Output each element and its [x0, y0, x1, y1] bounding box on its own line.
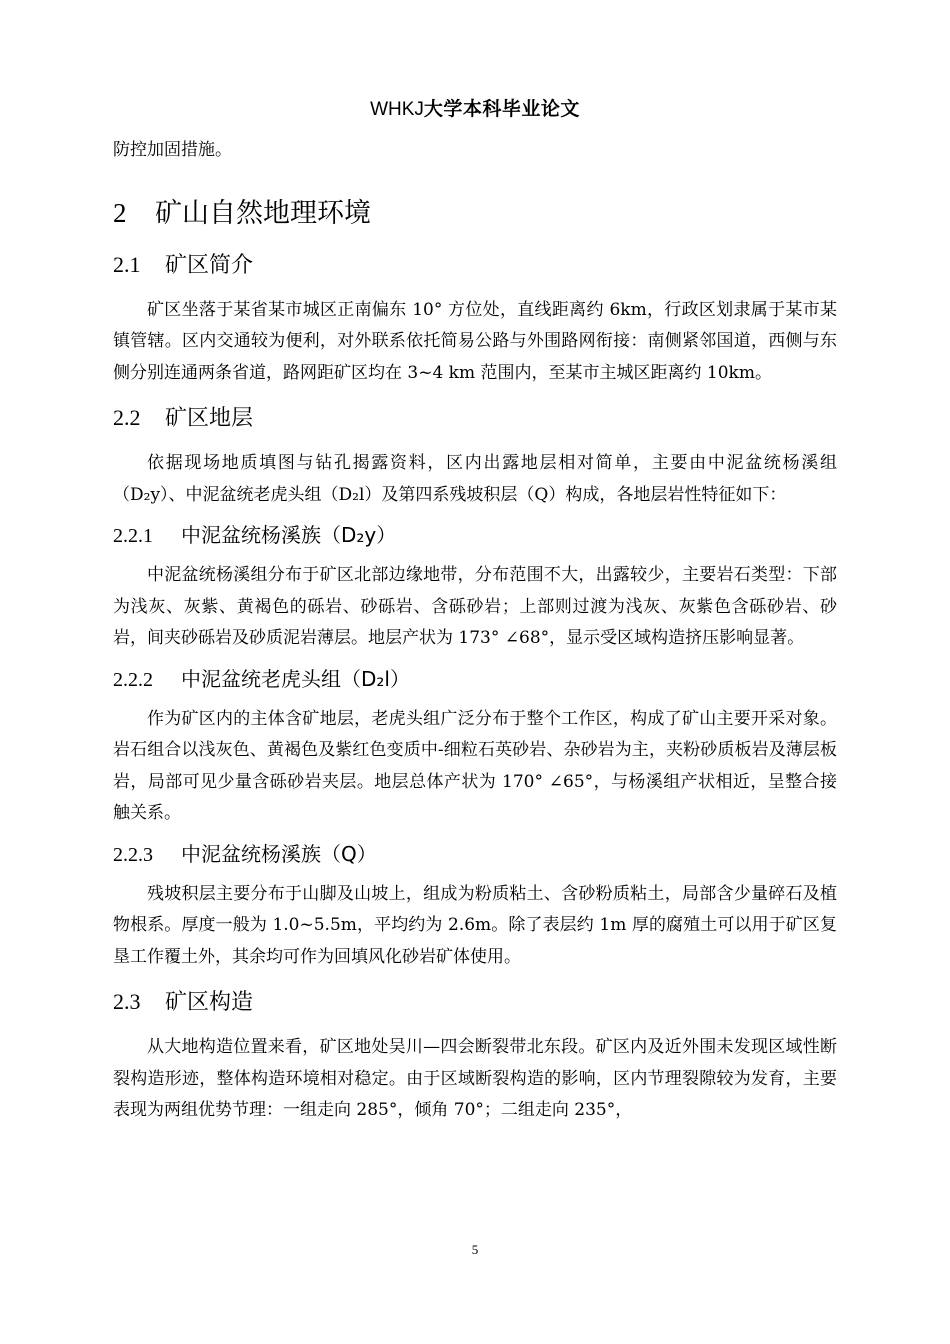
- section-heading-2-2: [113, 401, 837, 436]
- header-title-latin: WHKJ: [370, 99, 424, 120]
- section-heading-2-3: [113, 985, 837, 1020]
- section-heading-2-1: [113, 248, 837, 283]
- section-paragraph-2-1: 矿区坐落于某省某市城区正南偏东 10° 方位处，直线距离约 6km，行政区划隶属于某市某镇管辖。区内交通较为便利，对外联系依托简易公路与外围路网衔接：南侧紧邻国道，西侧与东侧分别连通两条省道，路网距矿区均在 3~4 km 范围内，至某市主城区距离约 10km。: [113, 299, 837, 383]
- subsection-title: 中泥盆统老虎头组（D₂l）: [181, 666, 410, 691]
- document-body: [113, 135, 837, 1127]
- chapter-title: 矿山自然地理环境: [155, 197, 371, 229]
- chapter-number: 2: [113, 197, 127, 228]
- subsection-paragraph-2-2-3: 残坡积层主要分布于山脚及山坡上，组成为粉质粘土、含砂粉质粘土，局部含少量碎石及植物根系。厚度一般为 1.0~5.5m，平均约为 2.6m。除了表层约 1m 厚的腐殖土可以用于矿区复垦工作覆土外，其余均可作为回填风化砂岩矿体使用。: [113, 883, 837, 967]
- subsection-heading-2-2-3: [113, 838, 837, 871]
- section-title: 矿区构造: [165, 990, 254, 1015]
- subsection-title: 中泥盆统杨溪族（D₂y）: [181, 523, 397, 547]
- subsection-number: 2.2.2: [113, 668, 153, 691]
- section-number: 2.3: [113, 989, 141, 1014]
- subsection-number: 2.2.1: [113, 525, 153, 547]
- section-number: 2.2: [113, 405, 141, 430]
- subsection-title: 中泥盆统杨溪族（Q）: [181, 841, 377, 866]
- subsection-paragraph-2-2-2: 作为矿区内的主体含矿地层，老虎头组广泛分布于整个工作区，构成了矿山主要开采对象。岩石组合以浅灰色、黄褐色及紫红色变质中-细粒石英砂岩、杂砂岩为主，夹粉砂质板岩及薄层板岩，局部可见少量含砾砂岩夹层。地层总体产状为 170° ∠65°，与杨溪组产状相近，呈整合接触关系。: [113, 708, 837, 823]
- chapter-heading: [113, 193, 837, 234]
- section-paragraph-2-2: 依据现场地质填图与钻孔揭露资料，区内出露地层相对简单，主要由中泥盆统杨溪组（D₂y）、中泥盆统老虎头组（D₂l）及第四系残坡积层（Q）构成，各地层岩性特征如下：: [113, 453, 837, 505]
- continuation-text: 防控加固措施。: [113, 140, 232, 160]
- subsection-paragraph-2-2-1: 中泥盆统杨溪组分布于矿区北部边缘地带，分布范围不大，出露较少，主要岩石类型：下部为浅灰、灰紫、黄褐色的砾岩、砂砾岩、含砾砂岩；上部则过渡为浅灰、灰紫色含砾砂岩、砂岩，间夹砂砾岩及砂质泥岩薄层。地层产状为 173° ∠68°，显示受区域构造挤压影响显著。: [113, 565, 837, 648]
- section-title: 矿区简介: [165, 252, 254, 278]
- header-title-cjk: 大学本科毕业论文: [423, 98, 580, 120]
- section-number: 2.1: [113, 251, 141, 277]
- subsection-heading-2-2-2: [113, 663, 837, 696]
- section-paragraph-2-3: 从大地构造位置来看，矿区地处吴川—四会断裂带北东段。矿区内及近外围未发现区域性断裂构造形迹，整体构造环境相对稳定。由于区域断裂构造的影响，区内节理裂隙较为发育，主要表现为两组优势节理：一组走向 285°，倾角 70°；二组走向 235°，: [113, 1037, 837, 1120]
- page-number: 5: [471, 1242, 479, 1257]
- subsection-number: 2.2.3: [113, 843, 153, 866]
- subsection-heading-2-2-1: [113, 519, 837, 552]
- section-title: 矿区地层: [165, 406, 254, 431]
- page-header: [0, 94, 950, 121]
